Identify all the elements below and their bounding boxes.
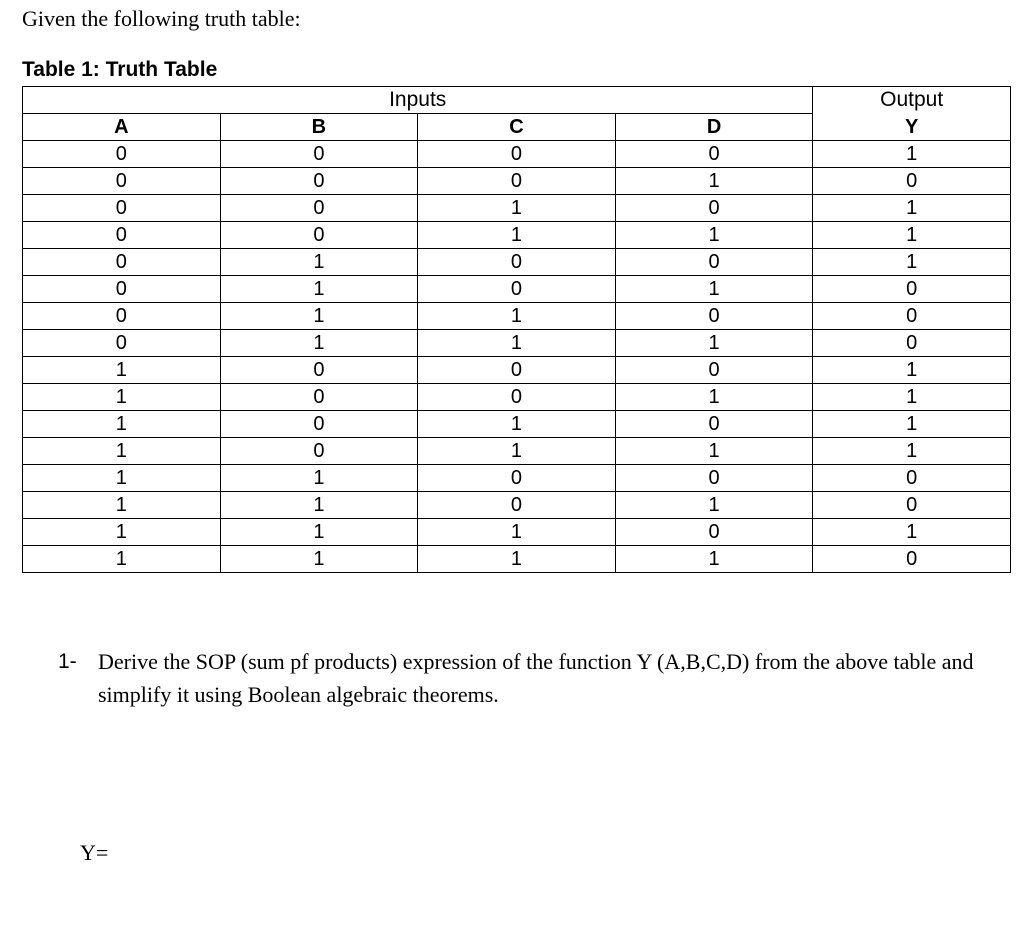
table-cell: 1 <box>220 492 418 519</box>
table-cell: 0 <box>813 492 1011 519</box>
table-column-header-row <box>23 114 1011 141</box>
table-cell: 1 <box>813 357 1011 384</box>
table-cell: 0 <box>615 303 813 330</box>
table-cell: 1 <box>615 276 813 303</box>
table-cell: 1 <box>615 546 813 573</box>
table-cell: 1 <box>418 222 616 249</box>
table-cell: 0 <box>418 249 616 276</box>
table-row <box>23 465 1011 492</box>
column-header-a: A <box>23 114 221 141</box>
table-cell: 1 <box>418 519 616 546</box>
table-cell: 1 <box>23 357 221 384</box>
question-block <box>58 645 1008 711</box>
table-cell: 0 <box>418 141 616 168</box>
column-header-c: C <box>418 114 616 141</box>
table-cell: 0 <box>23 168 221 195</box>
table-row <box>23 519 1011 546</box>
truth-table-body <box>23 141 1011 573</box>
table-row <box>23 141 1011 168</box>
column-header-y: Y <box>813 114 1011 141</box>
table-cell: 1 <box>23 384 221 411</box>
intro-text: Given the following truth table: <box>22 6 301 31</box>
table-cell: 1 <box>615 330 813 357</box>
question-text: Derive the SOP (sum pf products) expression of the function Y (A,B,C,D) from the above table and simplify it using Boolean algebraic theorems. <box>98 649 974 707</box>
table-cell: 1 <box>418 546 616 573</box>
table-cell: 0 <box>813 276 1011 303</box>
inputs-group-header: Inputs <box>23 87 813 114</box>
table-cell: 1 <box>220 465 418 492</box>
table-cell: 0 <box>220 438 418 465</box>
table-cell: 0 <box>220 357 418 384</box>
table-cell: 0 <box>615 141 813 168</box>
table-row <box>23 438 1011 465</box>
table-row <box>23 168 1011 195</box>
table-cell: 1 <box>615 384 813 411</box>
table-cell: 0 <box>23 330 221 357</box>
table-cell: 1 <box>220 249 418 276</box>
table-cell: 1 <box>813 195 1011 222</box>
table-row <box>23 276 1011 303</box>
table-cell: 0 <box>220 195 418 222</box>
table-cell: 1 <box>813 438 1011 465</box>
table-row <box>23 546 1011 573</box>
table-cell: 0 <box>418 276 616 303</box>
table-cell: 0 <box>23 141 221 168</box>
table-cell: 0 <box>23 195 221 222</box>
table-cell: 0 <box>615 519 813 546</box>
table-cell: 1 <box>813 519 1011 546</box>
output-group-header: Output <box>813 87 1011 114</box>
table-cell: 0 <box>615 411 813 438</box>
table-row <box>23 330 1011 357</box>
table-cell: 0 <box>615 249 813 276</box>
table-cell: 1 <box>23 519 221 546</box>
table-cell: 1 <box>220 519 418 546</box>
table-cell: 1 <box>615 222 813 249</box>
table-cell: 0 <box>813 330 1011 357</box>
table-row <box>23 357 1011 384</box>
table-cell: 1 <box>23 438 221 465</box>
table-cell: 0 <box>615 465 813 492</box>
table-row <box>23 195 1011 222</box>
table-cell: 1 <box>23 546 221 573</box>
table-cell: 1 <box>813 411 1011 438</box>
table-cell: 1 <box>220 303 418 330</box>
table-cell: 1 <box>813 141 1011 168</box>
table-cell: 0 <box>813 303 1011 330</box>
table-caption: Table 1: Truth Table <box>22 58 218 81</box>
table-cell: 1 <box>220 330 418 357</box>
table-group-header-row <box>23 87 1011 114</box>
table-cell: 1 <box>23 492 221 519</box>
table-cell: 0 <box>220 411 418 438</box>
table-cell: 0 <box>813 465 1011 492</box>
truth-table <box>22 86 1011 573</box>
table-cell: 0 <box>220 168 418 195</box>
table-cell: 0 <box>23 276 221 303</box>
table-cell: 1 <box>220 546 418 573</box>
table-cell: 0 <box>418 492 616 519</box>
table-cell: 0 <box>813 168 1011 195</box>
column-header-d: D <box>615 114 813 141</box>
table-row <box>23 222 1011 249</box>
table-cell: 0 <box>418 465 616 492</box>
table-cell: 1 <box>418 330 616 357</box>
table-cell: 1 <box>813 222 1011 249</box>
table-cell: 0 <box>220 384 418 411</box>
answer-label: Y= <box>80 840 109 865</box>
table-cell: 1 <box>23 465 221 492</box>
table-row <box>23 303 1011 330</box>
table-cell: 1 <box>615 168 813 195</box>
table-cell: 1 <box>220 276 418 303</box>
table-cell: 1 <box>418 411 616 438</box>
table-row <box>23 492 1011 519</box>
table-cell: 0 <box>418 357 616 384</box>
question-number: 1- <box>58 650 77 673</box>
table-row <box>23 249 1011 276</box>
table-cell: 0 <box>23 303 221 330</box>
table-cell: 0 <box>418 168 616 195</box>
table-cell: 1 <box>813 384 1011 411</box>
column-header-b: B <box>220 114 418 141</box>
table-cell: 0 <box>23 249 221 276</box>
table-cell: 1 <box>615 438 813 465</box>
table-cell: 0 <box>220 141 418 168</box>
table-row <box>23 411 1011 438</box>
table-cell: 0 <box>615 357 813 384</box>
table-cell: 0 <box>220 222 418 249</box>
table-cell: 0 <box>813 546 1011 573</box>
table-cell: 1 <box>418 438 616 465</box>
table-cell: 1 <box>813 249 1011 276</box>
table-row <box>23 384 1011 411</box>
table-cell: 1 <box>23 411 221 438</box>
table-cell: 1 <box>615 492 813 519</box>
table-cell: 0 <box>23 222 221 249</box>
table-cell: 0 <box>418 384 616 411</box>
table-cell: 1 <box>418 303 616 330</box>
table-cell: 0 <box>615 195 813 222</box>
table-cell: 1 <box>418 195 616 222</box>
